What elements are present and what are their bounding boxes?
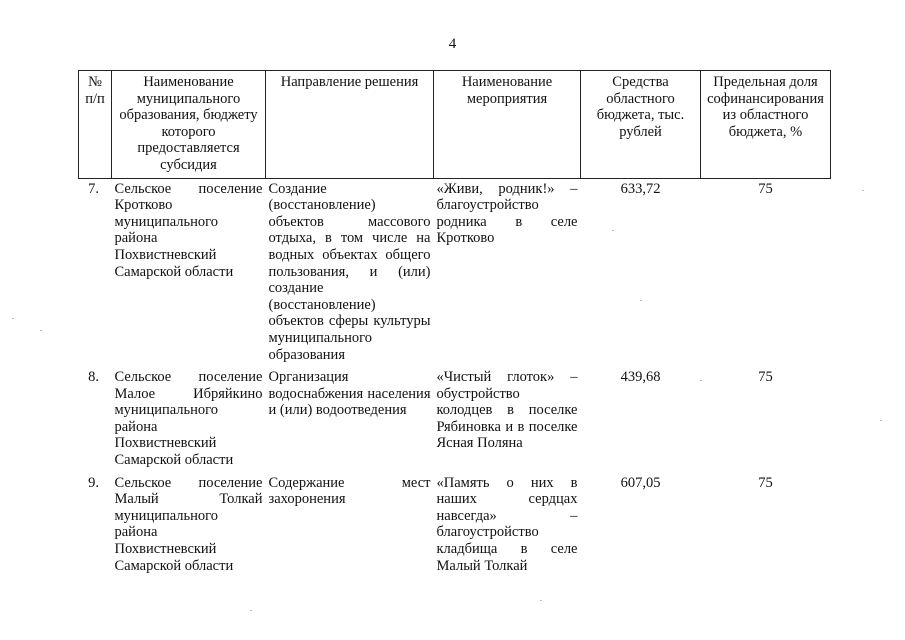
row-direction: Организация водоснабжения населения и (или) водоотведения (268, 369, 431, 419)
subsidy-table (78, 70, 831, 578)
row-direction: Содержание мест захоронения (268, 474, 431, 508)
scan-speck (700, 380, 702, 381)
row-event: «Память о них в наших сердцах навсегда» – благоустройство кладбища в селе Малый Толкай (436, 474, 578, 574)
header-municipality: Наименование муниципального образования, бюджету которого предоставляется субсидия (112, 71, 266, 179)
row-municipality: Сельское поселение Малый Толкай муниципального района Похвистневский Самарской области (114, 474, 263, 574)
row-share: 75 (758, 369, 773, 386)
scan-speck (880, 420, 882, 421)
row-number: 8. (88, 369, 99, 386)
header-event: Наименование мероприятия (434, 71, 581, 179)
header-row (79, 71, 831, 179)
scan-speck (612, 230, 614, 231)
scan-speck (250, 610, 252, 611)
row-direction: Создание (восстановление) объектов массового отдыха, в том числе на водных объектах общего пользования, и (или) создание (восстановление) объектов сферы культуры муниципального образования (268, 180, 431, 363)
scan-speck (40, 330, 42, 331)
subsidy-table-container (78, 70, 830, 578)
scan-speck (862, 190, 864, 191)
table-row (79, 473, 831, 579)
header-funds: Средства областного бюджета, тыс. рублей (581, 71, 701, 179)
row-number: 7. (88, 180, 99, 197)
row-municipality: Сельское поселение Малое Ибряйкино муниципального района Похвистневский Самарской области (114, 369, 263, 469)
table-row (79, 367, 831, 473)
row-share: 75 (758, 474, 773, 491)
scan-speck (12, 318, 14, 319)
header-direction: Направление решения (266, 71, 434, 179)
header-number: № п/п (79, 71, 112, 179)
row-municipality: Сельское поселение Кротково муниципального района Похвистневский Самарской области (114, 180, 263, 280)
row-funds: 633,72 (620, 180, 661, 197)
row-funds: 607,05 (620, 474, 661, 491)
row-event: «Живи, родник!» – благоустройство родника в селе Кротково (436, 180, 578, 247)
row-funds: 439,68 (620, 369, 661, 386)
row-event: «Чистый глоток» – обустройство колодцев в поселке Рябиновка и в поселке Ясная Поляна (436, 369, 578, 452)
row-number: 9. (88, 474, 99, 491)
scan-speck (540, 600, 542, 601)
table-header (79, 71, 831, 179)
scan-speck (640, 300, 642, 301)
page-number: 4 (448, 36, 457, 52)
header-share: Предельная доля софинансирования из областного бюджета, % (701, 71, 831, 179)
table-body (79, 178, 831, 578)
table-row (79, 178, 831, 367)
row-share: 75 (758, 180, 773, 197)
